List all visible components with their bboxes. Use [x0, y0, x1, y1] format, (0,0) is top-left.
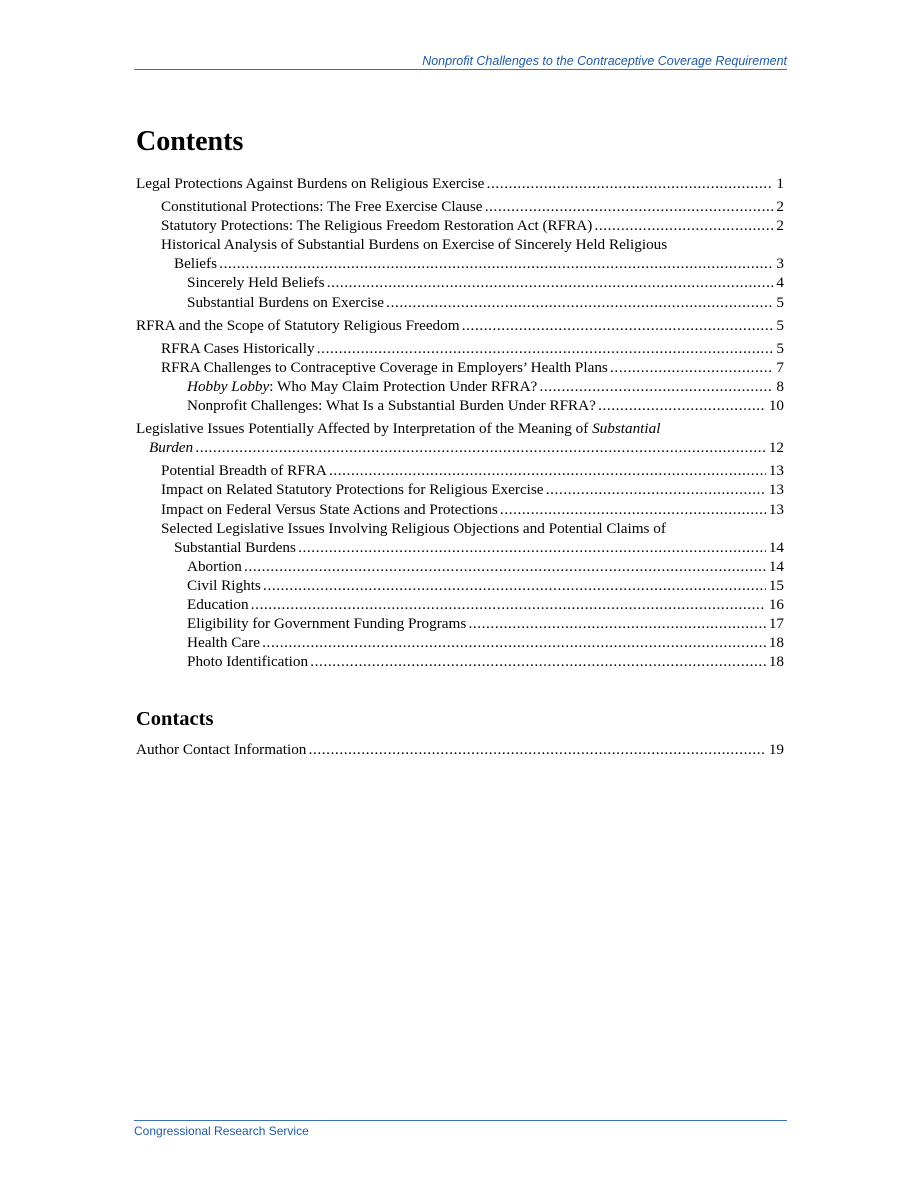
- toc-entry-page: 16: [766, 595, 784, 614]
- toc-entry-page: 7: [773, 358, 784, 377]
- toc-entry-page: 13: [766, 480, 784, 499]
- contents-heading: Contents: [136, 126, 244, 157]
- toc-entry-title: Abortion: [187, 557, 242, 575]
- toc-entry-page: 13: [766, 500, 784, 519]
- toc-entry-title: Eligibility for Government Funding Programs: [187, 615, 467, 633]
- toc-entry-line1[interactable]: [136, 519, 784, 538]
- toc-entry-title: Constitutional Protections: The Free Exercise Clause: [161, 198, 483, 216]
- toc-entry-title: Photo Identification: [187, 653, 309, 671]
- toc-entry[interactable]: [136, 293, 784, 312]
- toc-entry[interactable]: [136, 396, 784, 415]
- toc-entry-page: 18: [766, 652, 784, 671]
- toc-entry-title: Selected Legislative Issues Involving Religious Objections and Potential Claims of: [161, 519, 666, 537]
- toc-entry-title-cont: Substantial Burdens: [174, 538, 296, 556]
- toc-entry-title: Education: [187, 595, 249, 613]
- toc-entry-page: 2: [773, 216, 784, 235]
- toc-entry-title-italic: Substantial: [592, 420, 661, 438]
- contacts-heading: Contacts: [136, 708, 214, 730]
- toc-entry[interactable]: [136, 273, 784, 292]
- contacts-entry[interactable]: [136, 740, 784, 759]
- toc-entry-title: RFRA Challenges to Contraceptive Coverage in Employers’ Health Plans: [161, 358, 608, 376]
- toc-entry[interactable]: [136, 633, 784, 652]
- toc-entry-page: 4: [773, 273, 784, 292]
- toc-entry-page: 18: [766, 633, 784, 652]
- running-header: Nonprofit Challenges to the Contraceptive Coverage Requirement: [134, 53, 787, 70]
- toc-entry-title: Nonprofit Challenges: What Is a Substantial Burden Under RFRA?: [187, 397, 596, 415]
- toc-entry-page: 5: [773, 339, 784, 358]
- toc-entry-title-cont: [149, 439, 193, 456]
- toc-entry-title: Potential Breadth of RFRA: [161, 462, 327, 480]
- toc-entry[interactable]: [136, 377, 784, 396]
- toc-entry-page: 14: [766, 557, 784, 576]
- toc-entry-line2[interactable]: [136, 254, 784, 273]
- contacts-list: [136, 740, 784, 759]
- toc-entry[interactable]: [136, 500, 784, 519]
- contacts-entry-title: Author Contact Information: [136, 741, 307, 758]
- toc-entry-title-italic: Burden: [149, 439, 194, 457]
- toc-entry-title: Legal Protections Against Burdens on Religious Exercise: [136, 175, 485, 192]
- toc-entry-title-rest: : Who May Claim Protection Under RFRA?: [269, 377, 538, 395]
- toc-entry[interactable]: [136, 557, 784, 576]
- toc-entry-title: RFRA Cases Historically: [161, 339, 315, 357]
- toc-entry[interactable]: [136, 358, 784, 377]
- toc-entry-page: 1: [773, 174, 784, 193]
- toc-entry-page: 15: [766, 576, 784, 595]
- toc-entry[interactable]: [136, 174, 784, 193]
- toc-entry[interactable]: [136, 339, 784, 358]
- toc-entry-title: [187, 378, 537, 395]
- toc-entry-page: 8: [773, 377, 784, 396]
- toc-entry-page: 13: [766, 461, 784, 480]
- table-of-contents: [136, 174, 784, 671]
- toc-entry[interactable]: [136, 595, 784, 614]
- toc-entry-title: Impact on Related Statutory Protections for Religious Exercise: [161, 481, 544, 499]
- toc-entry[interactable]: [136, 614, 784, 633]
- toc-entry-title: Statutory Protections: The Religious Freedom Restoration Act (RFRA): [161, 217, 593, 235]
- toc-entry-line2[interactable]: [136, 538, 784, 557]
- toc-entry-title: Impact on Federal Versus State Actions and Protections: [161, 500, 498, 518]
- contacts-entry-page: 19: [766, 740, 784, 759]
- toc-entry[interactable]: [136, 216, 784, 235]
- toc-entry-line1[interactable]: [136, 419, 784, 438]
- toc-entry-page: 12: [766, 438, 784, 457]
- toc-entry-title-cont: Beliefs: [174, 255, 218, 273]
- toc-entry-title: RFRA and the Scope of Statutory Religious Freedom: [136, 316, 460, 334]
- toc-entry[interactable]: [136, 576, 784, 595]
- toc-entry-title: Substantial Burdens on Exercise: [187, 293, 384, 311]
- toc-entry[interactable]: [136, 316, 784, 335]
- toc-entry-page: 3: [773, 254, 784, 273]
- toc-entry-line2[interactable]: [136, 438, 784, 457]
- toc-entry-title: Civil Rights: [187, 576, 261, 594]
- toc-entry-page: 5: [773, 293, 784, 312]
- case-name-italic: Hobby Lobby: [187, 377, 270, 395]
- toc-entry[interactable]: [136, 197, 784, 216]
- toc-entry-title: Historical Analysis of Substantial Burdens on Exercise of Sincerely Held Religious: [161, 236, 668, 254]
- toc-entry-page: 2: [773, 197, 784, 216]
- toc-entry[interactable]: [136, 480, 784, 499]
- toc-entry-title: Health Care: [187, 634, 260, 652]
- toc-entry-page: 14: [766, 538, 784, 557]
- page-footer: Congressional Research Service: [134, 1120, 787, 1138]
- toc-entry[interactable]: [136, 652, 784, 671]
- toc-entry-page: 17: [766, 614, 784, 633]
- toc-entry-page: 10: [766, 396, 784, 415]
- toc-entry-title: Sincerely Held Beliefs: [187, 274, 325, 292]
- toc-entry-line1[interactable]: [136, 235, 784, 254]
- toc-entry[interactable]: [136, 461, 784, 480]
- toc-entry-page: 5: [773, 316, 784, 335]
- toc-entry-title: Legislative Issues Potentially Affected by Interpretation of the Meaning of: [136, 420, 593, 438]
